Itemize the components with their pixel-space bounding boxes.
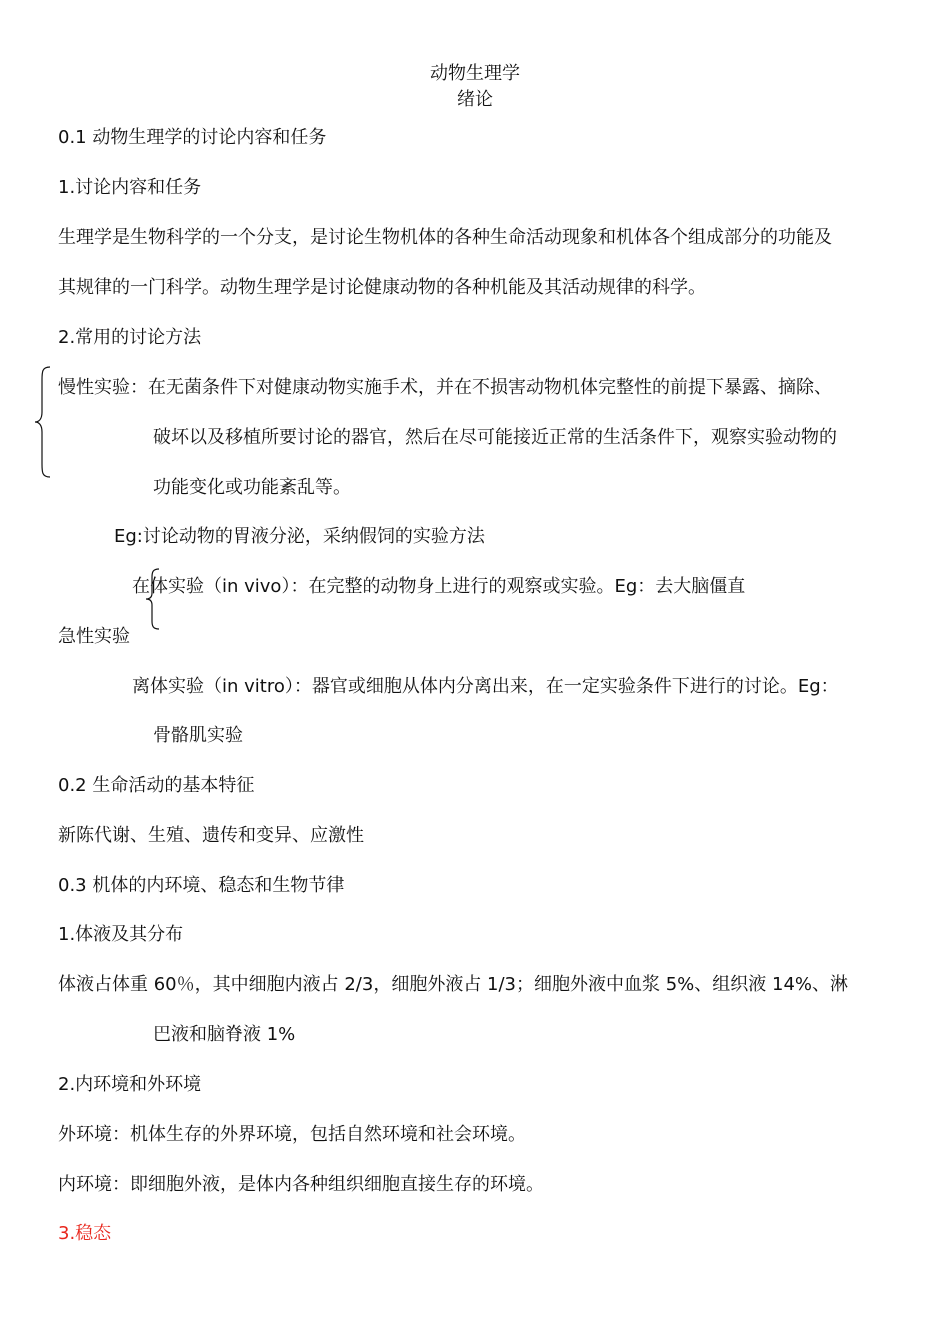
document-title: 动物生理学 <box>430 63 520 84</box>
in-vitro-experiment-line-2: 骨骼肌实验 <box>153 725 243 746</box>
section-heading-0-1: 0.1 动物生理学的讨论内容和任务 <box>58 127 327 148</box>
subheading-body-fluid: 1.体液及其分布 <box>58 924 184 945</box>
document-subtitle: 绪论 <box>457 89 493 110</box>
body-fluid-line-2: 巴液和脑脊液 1% <box>153 1024 296 1045</box>
subheading-homeostasis: 3.稳态 <box>58 1223 112 1244</box>
subheading-research-content: 1.讨论内容和任务 <box>58 177 202 198</box>
chronic-example: Eg:讨论动物的胃液分泌，采纳假饲的实验方法 <box>114 526 485 547</box>
acute-experiment-label: 急性实验 <box>58 626 130 647</box>
external-environment: 外环境：机体生存的外界环境，包括自然环境和社会环境。 <box>58 1124 526 1145</box>
paragraph-definition-line-2: 其规律的一门科学。动物生理学是讨论健康动物的各种机能及其活动规律的科学。 <box>58 277 706 298</box>
paragraph-definition-line-1: 生理学是生物科学的一个分支，是讨论生物机体的各种生命活动现象和机体各个组成部分的功能及 <box>58 227 832 248</box>
chronic-experiment-line-3: 功能变化或功能紊乱等。 <box>153 477 351 498</box>
subheading-environment: 2.内环境和外环境 <box>58 1074 202 1095</box>
subheading-methods: 2.常用的讨论方法 <box>58 327 202 348</box>
body-fluid-line-1: 体液占体重 60％，其中细胞内液占 2/3，细胞外液占 1/3；细胞外液中血浆 5%、组织液 14%、淋 <box>58 974 849 995</box>
in-vitro-experiment-line-1: 离体实验（in vitro）：器官或细胞从体内分离出来，在一定实验条件下进行的讨论。Eg： <box>132 676 839 697</box>
curly-brace-left <box>34 366 52 478</box>
in-vivo-experiment: 在体实验（in vivo）：在完整的动物身上进行的观察或实验。Eg：去大脑僵直 <box>132 576 746 597</box>
chronic-experiment-line-2: 破坏以及移植所要讨论的器官，然后在尽可能接近正常的生活条件下，观察实验动物的 <box>153 427 837 448</box>
chronic-experiment-line-1: 慢性实验：在无菌条件下对健康动物实施手术，并在不损害动物机体完整性的前提下暴露、摘除、 <box>58 377 832 398</box>
basic-characteristics: 新陈代谢、生殖、遗传和变异、应激性 <box>58 825 364 846</box>
section-heading-0-3: 0.3 机体的内环境、稳态和生物节律 <box>58 875 345 896</box>
section-heading-0-2: 0.2 生命活动的基本特征 <box>58 775 255 796</box>
internal-environment: 内环境：即细胞外液，是体内各种组织细胞直接生存的环境。 <box>58 1174 544 1195</box>
